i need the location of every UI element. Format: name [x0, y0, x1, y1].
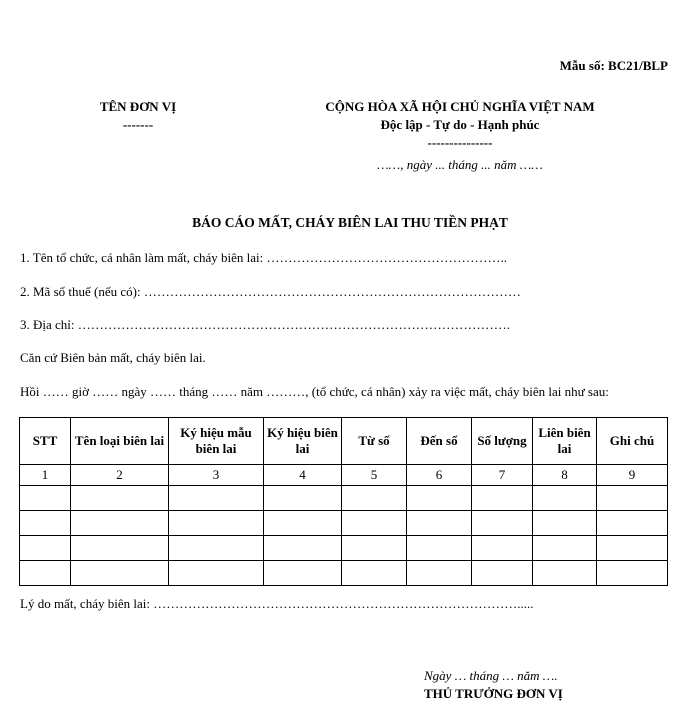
- national-heading: [300, 98, 620, 174]
- incident-time-statement: Hồi …… giờ …… ngày …… tháng …… năm ………, (tổ chức, cá nhân) xảy ra việc mất, cháy biên lai như sau:: [20, 384, 609, 399]
- table-cell: [597, 561, 668, 586]
- header-form-symbol: Ký hiệu mẫu biên lai: [169, 418, 264, 465]
- table-cell: [533, 511, 597, 536]
- column-number: 4: [264, 465, 342, 486]
- header-receipt-type: Tên loại biên lai: [71, 418, 169, 465]
- signature-date: Ngày … tháng … năm ….: [424, 668, 558, 683]
- table-cell: [20, 561, 71, 586]
- column-number: 5: [342, 465, 407, 486]
- table-cell: [71, 486, 169, 511]
- table-cell: [533, 561, 597, 586]
- unit-name: TÊN ĐƠN VỊ: [99, 99, 177, 114]
- column-number: 9: [597, 465, 668, 486]
- table-header-row: [20, 418, 668, 465]
- table-cell: [20, 536, 71, 561]
- unit-block: [58, 98, 218, 134]
- table-cell: [264, 536, 342, 561]
- loss-reason-field: Lý do mất, cháy biên lai: ………………………………………………………………………….....: [20, 596, 534, 611]
- table-cell: [20, 486, 71, 511]
- table-cell: [342, 536, 407, 561]
- table-cell: [71, 536, 169, 561]
- basis-statement: Căn cứ Biên bản mất, cháy biên lai.: [20, 350, 206, 365]
- table-cell: [533, 486, 597, 511]
- table-cell: [472, 561, 533, 586]
- column-number: 2: [71, 465, 169, 486]
- form-code: Mẫu số: BC21/BLP: [559, 58, 668, 73]
- table-cell: [342, 486, 407, 511]
- place-date-line: ……, ngày ... tháng ... năm ……: [377, 157, 543, 172]
- unit-underline: -------: [122, 117, 154, 132]
- table-cell: [264, 561, 342, 586]
- header-receipt-symbol: Ký hiệu biên lai: [264, 418, 342, 465]
- table-row: [20, 486, 668, 511]
- table-cell: [407, 536, 472, 561]
- table-row: [20, 561, 668, 586]
- table-cell: [342, 511, 407, 536]
- document-title: BÁO CÁO MẤT, CHÁY BIÊN LAI THU TIỀN PHẠT: [192, 215, 508, 230]
- table-cell: [407, 511, 472, 536]
- table-cell: [407, 561, 472, 586]
- header-copy: Liên biên lai: [533, 418, 597, 465]
- table-cell: [407, 486, 472, 511]
- table-cell: [597, 486, 668, 511]
- table-row: [20, 536, 668, 561]
- header-stt: STT: [20, 418, 71, 465]
- table-cell: [169, 511, 264, 536]
- table-cell: [597, 511, 668, 536]
- nation-name: CỘNG HÒA XÃ HỘI CHỦ NGHĨA VIỆT NAM: [325, 99, 595, 114]
- table-cell: [169, 561, 264, 586]
- field-address: 3. Địa chỉ: ……………………………………………………………………………………….: [20, 317, 511, 332]
- header-from-number: Từ số: [342, 418, 407, 465]
- table-cell: [597, 536, 668, 561]
- table-cell: [71, 511, 169, 536]
- table-cell: [20, 511, 71, 536]
- receipt-table: [19, 417, 668, 586]
- table-cell: [169, 486, 264, 511]
- column-number: 7: [472, 465, 533, 486]
- table-cell: [472, 486, 533, 511]
- field-tax-code: 2. Mã số thuế (nếu có): ……………………………………………………………………………: [20, 284, 521, 299]
- header-to-number: Đến số: [407, 418, 472, 465]
- nation-motto: Độc lập - Tự do - Hạnh phúc: [380, 117, 540, 132]
- table-cell: [472, 511, 533, 536]
- table-cell: [71, 561, 169, 586]
- column-number: 1: [20, 465, 71, 486]
- table-cell: [264, 511, 342, 536]
- field-org-name: 1. Tên tổ chức, cá nhân làm mất, cháy biên lai: ………………………………………………..: [20, 250, 507, 265]
- header-quantity: Số lượng: [472, 418, 533, 465]
- table-cell: [342, 561, 407, 586]
- table-cell: [169, 536, 264, 561]
- table-cell: [264, 486, 342, 511]
- column-number: 8: [533, 465, 597, 486]
- column-number: 6: [407, 465, 472, 486]
- header-note: Ghi chú: [597, 418, 668, 465]
- nation-underline: ---------------: [427, 135, 493, 150]
- table-cell: [472, 536, 533, 561]
- column-number-row: [20, 465, 668, 486]
- column-number: 3: [169, 465, 264, 486]
- signature-title: THỦ TRƯỞNG ĐƠN VỊ: [424, 686, 563, 701]
- table-cell: [533, 536, 597, 561]
- table-row: [20, 511, 668, 536]
